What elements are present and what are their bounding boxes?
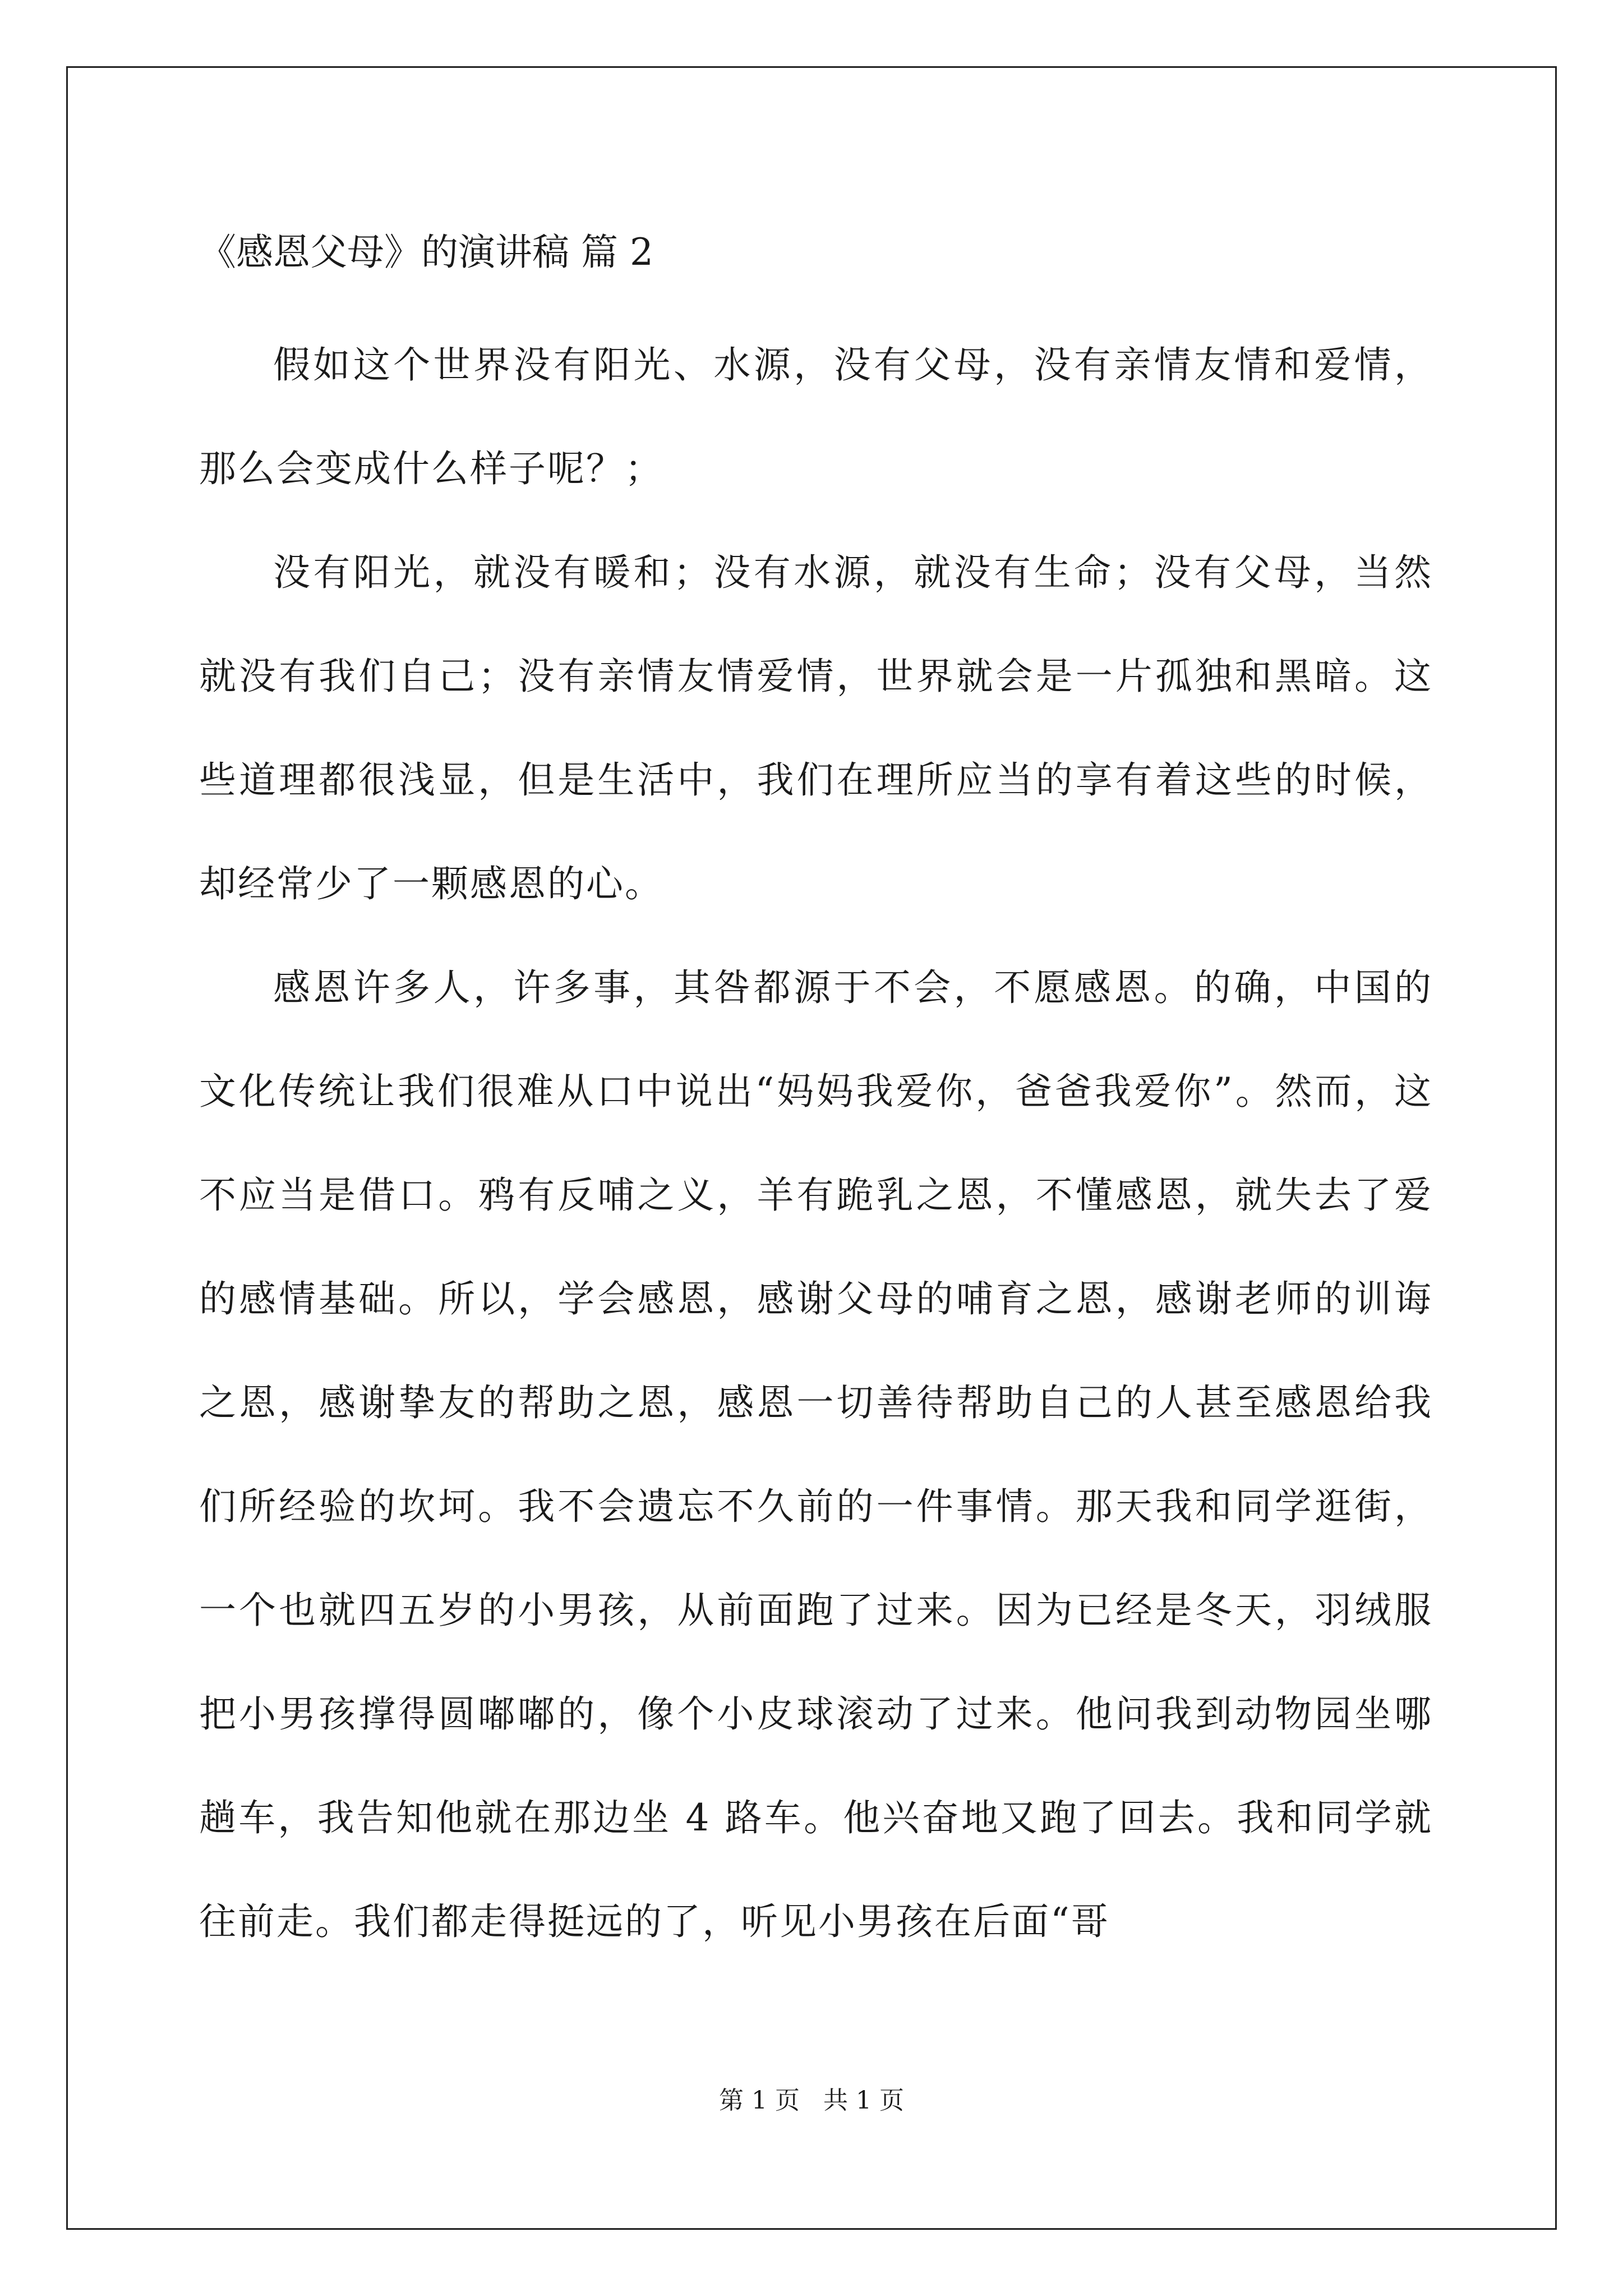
document-title: 《感恩父母》的演讲稿 篇 2 [199, 231, 653, 274]
document-body [199, 219, 1433, 1973]
page-footer: 第 1 页 共 1 页 [719, 2086, 904, 2115]
paragraph-2: 没有阳光，就没有暖和；没有水源，就没有生命；没有父母，当然就没有我们自己；没有亲情友情爱情，世界就会是一片孤独和黑暗。这些道理都很浅显，但是生活中，我们在理所应当的享有着这些的时候，却经常少了一颗感恩的心。 [199, 551, 1433, 905]
paragraph-1: 假如这个世界没有阳光、水源，没有父母，没有亲情友情和爱情，那么会变成什么样子呢？； [199, 343, 1433, 490]
paragraph-3: 感恩许多人，许多事，其咎都源于不会，不愿感恩。的确，中国的文化传统让我们很难从口中说出“妈妈我爱你，爸爸我爱你”。然而，这不应当是借口。鸦有反哺之义，羊有跪乳之恩，不懂感恩，就失去了爱的感情基础。所以，学会感恩，感谢父母的哺育之恩，感谢老师的训诲之恩，感谢挚友的帮助之恩，感恩一切善待帮助自己的人甚至感恩给我们所经验的坎坷。我不会遗忘不久前的一件事情。那天我和同学逛街，一个也就四五岁的小男孩，从前面跑了过来。因为已经是冬天，羽绒服把小男孩撑得圆嘟嘟的，像个小皮球滚动了过来。他问我到动物园坐哪趟车，我告知他就在那边坐 4 路车。他兴奋地又跑了回去。我和同学就往前走。我们都走得挺远的了，听见小男孩在后面“哥 [199, 966, 1433, 1943]
